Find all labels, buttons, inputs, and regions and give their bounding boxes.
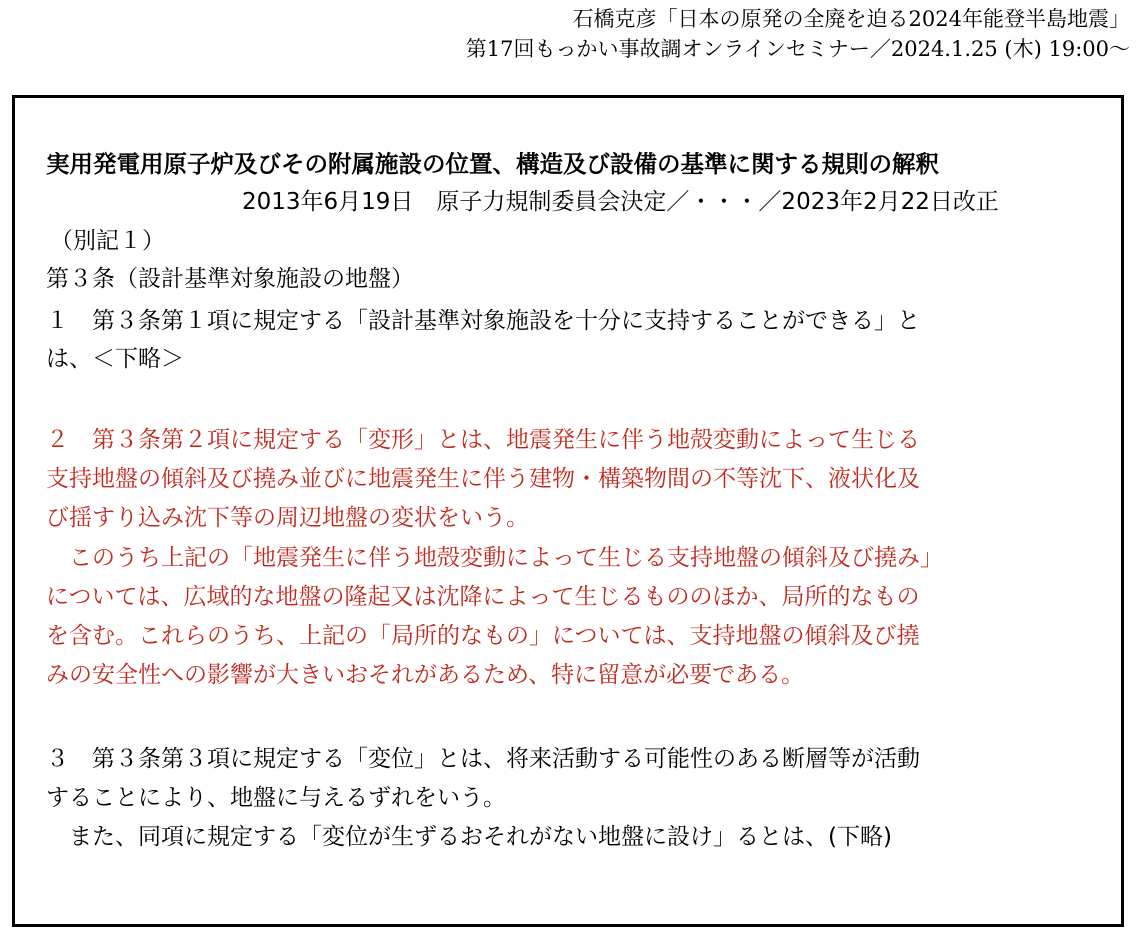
paragraph-2-line: については、広域的な地盤の隆起又は沈降によって生じるもののほか、局所的なもの (46, 584, 920, 610)
citation-title: 石橋克彦「日本の原発の全廃を迫る2024年能登半島地震」 (572, 7, 1130, 31)
paragraph-3-line: ３ 第３条第３項に規定する「変位」とは、将来活動する可能性のある断層等が活動 (46, 746, 920, 772)
paragraph-2-line: を含む。これらのうち、上記の「局所的なもの」については、支持地盤の傾斜及び撓 (46, 623, 920, 649)
paragraph-2-line: ２ 第３条第２項に規定する「変形」とは、地震発生に伴う地殻変動によって生じる (46, 427, 920, 453)
paragraph-2-line: 支持地盤の傾斜及び撓み並びに地震発生に伴う建物・構築物間の不等沈下、液状化及 (46, 466, 920, 492)
paragraph-3-line: することにより、地盤に与えるずれをいう。 (46, 785, 506, 811)
regulation-dates: 2013年6月19日 原子力規制委員会決定／・・・／2023年2月22日改正 (242, 189, 999, 215)
regulation-title: 実用発電用原子炉及びその附属施設の位置、構造及び設備の基準に関する規則の解釈 (46, 150, 939, 178)
paragraph-2-line: みの安全性への影響が大きいおそれがあるため、特に留意が必要である。 (46, 662, 805, 688)
paragraph-2-line: び揺すり込み沈下等の周辺地盤の変状をいう。 (46, 505, 529, 531)
article-heading: 第３条（設計基準対象施設の地盤） (46, 266, 414, 292)
citation-event: 第17回もっかい事故調オンラインセミナー／2024.1.25 (木) 19:00〜 (465, 37, 1130, 61)
paragraph-1-line: は、＜下略＞ (46, 346, 184, 372)
paragraph-1-line: １ 第３条第１項に規定する「設計基準対象施設を十分に支持することができる」と (46, 308, 920, 334)
paragraph-2-line: このうち上記の「地震発生に伴う地殻変動によって生じる支持地盤の傾斜及び撓み」 (46, 545, 943, 571)
paragraph-3-line: また、同項に規定する「変位が生ずるおそれがない地盤に設け」るとは、(下略) (46, 824, 892, 850)
citation-header (466, 4, 1130, 64)
appendix-label: （別記１） (50, 228, 165, 254)
